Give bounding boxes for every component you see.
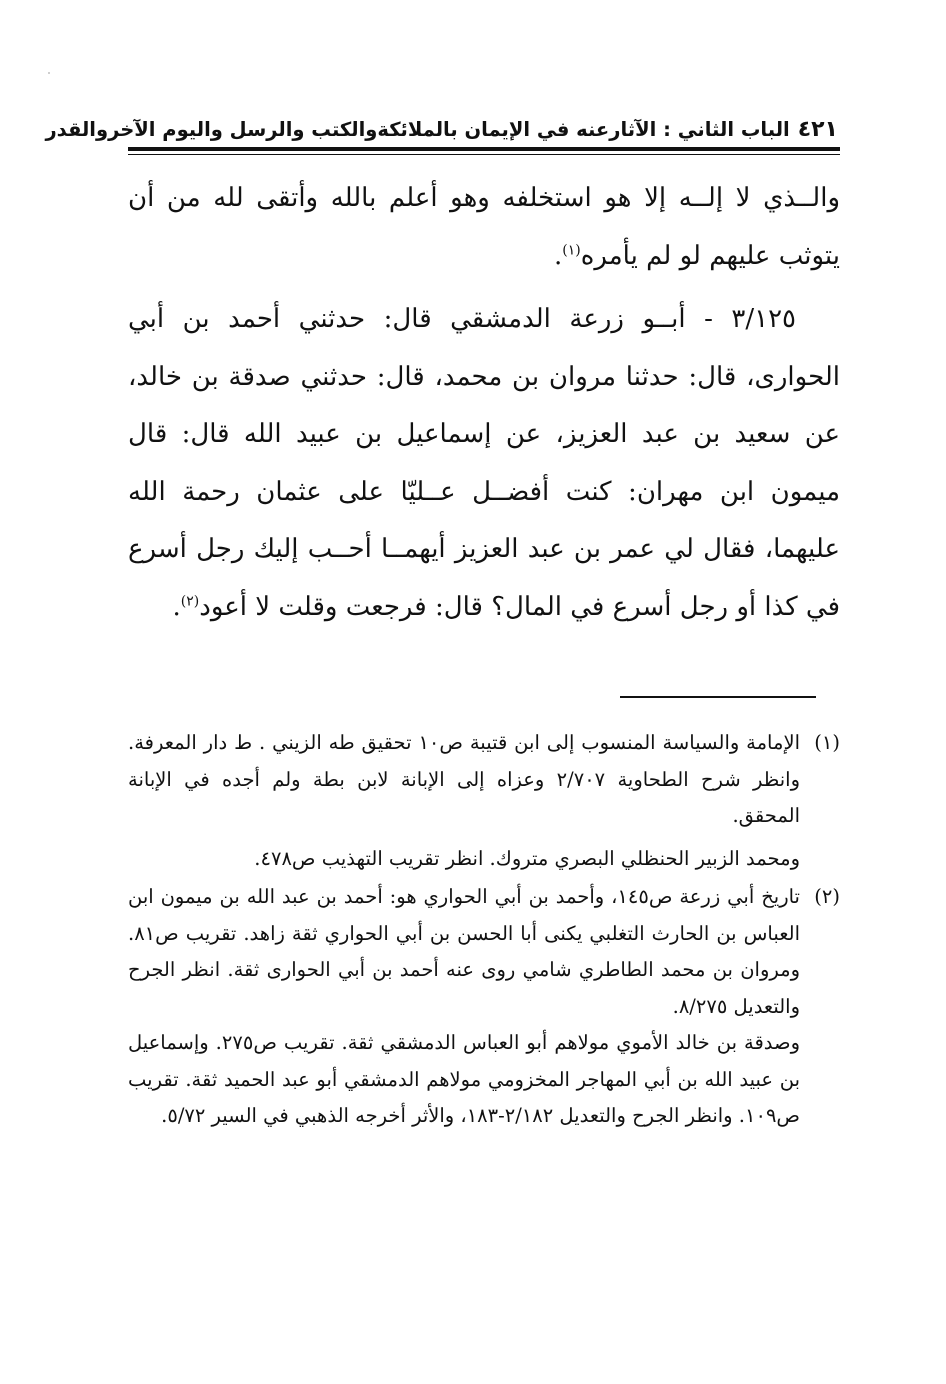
footnote-1 [128, 725, 840, 877]
main-text [128, 170, 840, 636]
footnote-1-mark: (١) [814, 731, 840, 754]
running-header [45, 110, 838, 148]
chapter-title: الباب الثاني : الآثارعنه في الإيمان بالملائكةوالكتب والرسل واليوم الآخروالقدر [45, 117, 790, 141]
footnote-2-mark: (٢) [814, 885, 840, 908]
paragraph-2 [128, 291, 840, 636]
footnote-2-para-2: وصدقة بن خالد الأموي مولاهم أبو العباس الدمشقي ثقة. تقريب ص٢٧٥. وإسماعيل بن عبيد الله بن أبي المهاجر المخزومي مولاهم الدمشقي أبو عبد الحميد ثقة. تقريب ص١٠٩. وانظر الجرح والتعديل ٢/١٨٢-١٨٣، والأثر أخرجه الذهبي في السير ٥/٧٢. [128, 1031, 801, 1127]
footnotes [128, 725, 840, 1135]
footnote-1-body [128, 725, 800, 877]
footnote-separator [620, 696, 816, 698]
footnote-ref-1: (١) [562, 241, 581, 258]
paragraph-2-end: . [172, 591, 181, 622]
header-rule-thin [128, 154, 840, 155]
paragraph-1-end: . [554, 240, 563, 271]
paragraph-1-text: والــذي لا إلــه إلا هو استخلفه وهو أعلم بالله وأتقى لله من أن يتوثب عليهم لو لم يأمره [128, 183, 840, 271]
scan-speck [48, 72, 50, 74]
paragraph-2-text: ٣/١٢٥ - أبــو زرعة الدمشقي قال: حدثني أحمد بن أبي الحوارى، قال: حدثنا مروان بن محمد، قال: حدثني صدقة بن خالد، عن سعيد بن عبد العزيز، عن إسماعيل بن عبيد الله قال: قال ميمون ابن مهران: كنت أفضــل عــليّا على عثمان رحمة الله عليهما، فقال لي عمر بن عبد العزيز أيهمــا أحــب إليك رجل أسرع في كذا أو رجل أسرع في المال؟ قال: فرجعت وقلت لا أعود [128, 304, 840, 622]
page-number: ٤٢١ [797, 116, 838, 142]
header-rule-thick [128, 147, 840, 151]
footnote-1-para-2: ومحمد الزبير الحنظلي البصري متروك. انظر تقريب التهذيب ص٤٧٨. [254, 846, 800, 870]
footnote-2-para-1: تاريخ أبي زرعة ص١٤٥، وأحمد بن أبي الحواري هو: أحمد بن عبد الله بن ميمون ابن العباس بن الحارث التغلبي يكنى أبا الحسن بن أبي الحواري ثقة زاهد. تقريب ص٨١. ومروان بن محمد الطاطري شامي روى عنه أحمد بن أبي الحوارى ثقة. انظر الجرح والتعديل ٨/٢٧٥. [128, 885, 800, 1018]
footnote-ref-2: (٢) [180, 592, 200, 609]
footnote-2 [128, 879, 840, 1135]
footnote-1-para-1: الإمامة والسياسة المنسوب إلى ابن قتيبة ص١٠ تحقيق طه الزيني . ط دار المعرفة. وانظر شرح الطحاوية ٢/٧٠٧ وعزاه إلى الإبانة لابن بطة ولم أجده في الإبانة المحقق. [128, 731, 801, 827]
footnote-2-body [128, 879, 800, 1135]
paragraph-1 [128, 170, 840, 285]
